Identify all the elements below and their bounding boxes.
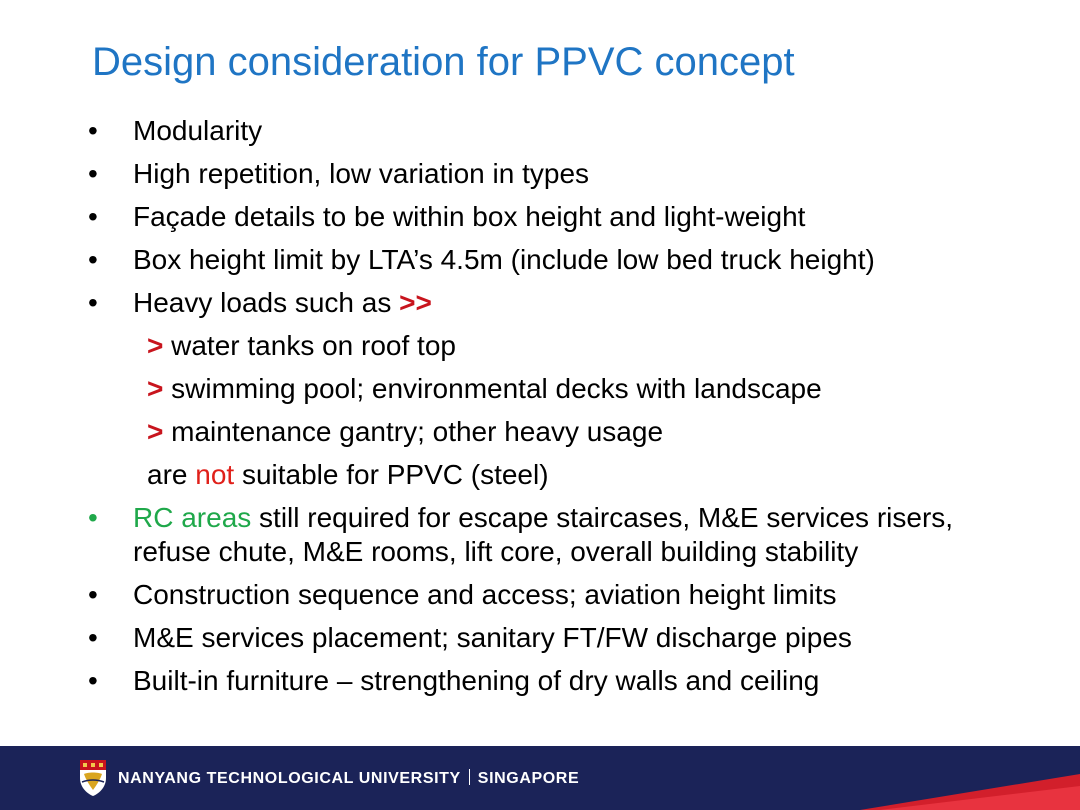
bullet-icon: •	[88, 622, 98, 653]
bullet-icon: •	[88, 579, 98, 610]
not-suitable-post: suitable for PPVC (steel)	[234, 459, 549, 490]
list-item-text: Modularity	[133, 115, 263, 146]
bullet-list	[88, 114, 1048, 698]
list-item	[88, 243, 1048, 277]
list-item	[88, 114, 1048, 148]
bullet-icon: •	[88, 287, 98, 318]
bullet-icon: •	[88, 502, 98, 533]
sub-item	[88, 372, 1048, 406]
sub-item	[88, 329, 1048, 363]
not-suitable-pre: are	[147, 459, 196, 490]
university-crest-logo	[78, 758, 108, 798]
list-item-text: Façade details to be within box height and light-weight	[133, 201, 806, 232]
list-item	[88, 578, 1048, 612]
list-item	[88, 501, 1048, 569]
list-item-text: M&E services placement; sanitary FT/FW discharge pipes	[133, 622, 852, 653]
arrow-icon: >	[147, 416, 164, 447]
list-item-text: Box height limit by LTA’s 4.5m (include low bed truck height)	[133, 244, 875, 275]
not-highlight: not	[195, 459, 235, 490]
sub-item-label: swimming pool; environmental decks with landscape	[171, 373, 822, 404]
list-item-text: Construction sequence and access; aviation height limits	[133, 579, 837, 610]
heavy-loads-text: Heavy loads such as	[133, 287, 400, 318]
bullet-icon: •	[88, 244, 98, 275]
bullet-icon: •	[88, 665, 98, 696]
footer-bar	[0, 746, 1080, 810]
list-item-text: High repetition, low variation in types	[133, 158, 590, 189]
arrow-icon: >	[147, 373, 164, 404]
sub-item-label: water tanks on roof top	[171, 330, 456, 361]
list-item	[88, 200, 1048, 234]
sub-item-text	[147, 329, 1048, 363]
university-name: NANYANG TECHNOLOGICAL UNIVERSITY	[118, 770, 461, 787]
list-item-text: Built-in furniture – strengthening of dry walls and ceiling	[133, 665, 820, 696]
list-item	[88, 664, 1048, 698]
footer-text	[118, 769, 579, 788]
sub-item-text	[147, 372, 1048, 406]
list-item	[88, 157, 1048, 191]
list-item	[88, 621, 1048, 655]
list-item-text	[133, 286, 1048, 320]
university-location: SINGAPORE	[477, 770, 580, 787]
list-item-text	[133, 501, 1048, 569]
double-arrow-marker: >>	[399, 287, 432, 318]
arrow-icon: >	[147, 330, 164, 361]
rc-areas-highlight: RC areas	[133, 502, 252, 533]
bullet-icon: •	[88, 115, 98, 146]
footer-divider	[469, 769, 470, 785]
bullet-icon: •	[88, 158, 98, 189]
rc-areas-line2: refuse chute, M&E rooms, lift core, overall building stability	[133, 536, 859, 567]
slide-title: Design consideration for PPVC concept	[92, 40, 795, 84]
sub-item-text	[147, 415, 1048, 449]
sub-item-text	[147, 458, 1048, 492]
sub-item	[88, 458, 1048, 492]
bullet-icon: •	[88, 201, 98, 232]
rc-areas-line1: still required for escape staircases, M&E services risers,	[251, 502, 954, 533]
sub-item-label: maintenance gantry; other heavy usage	[171, 416, 664, 447]
list-item	[88, 286, 1048, 320]
sub-item	[88, 415, 1048, 449]
